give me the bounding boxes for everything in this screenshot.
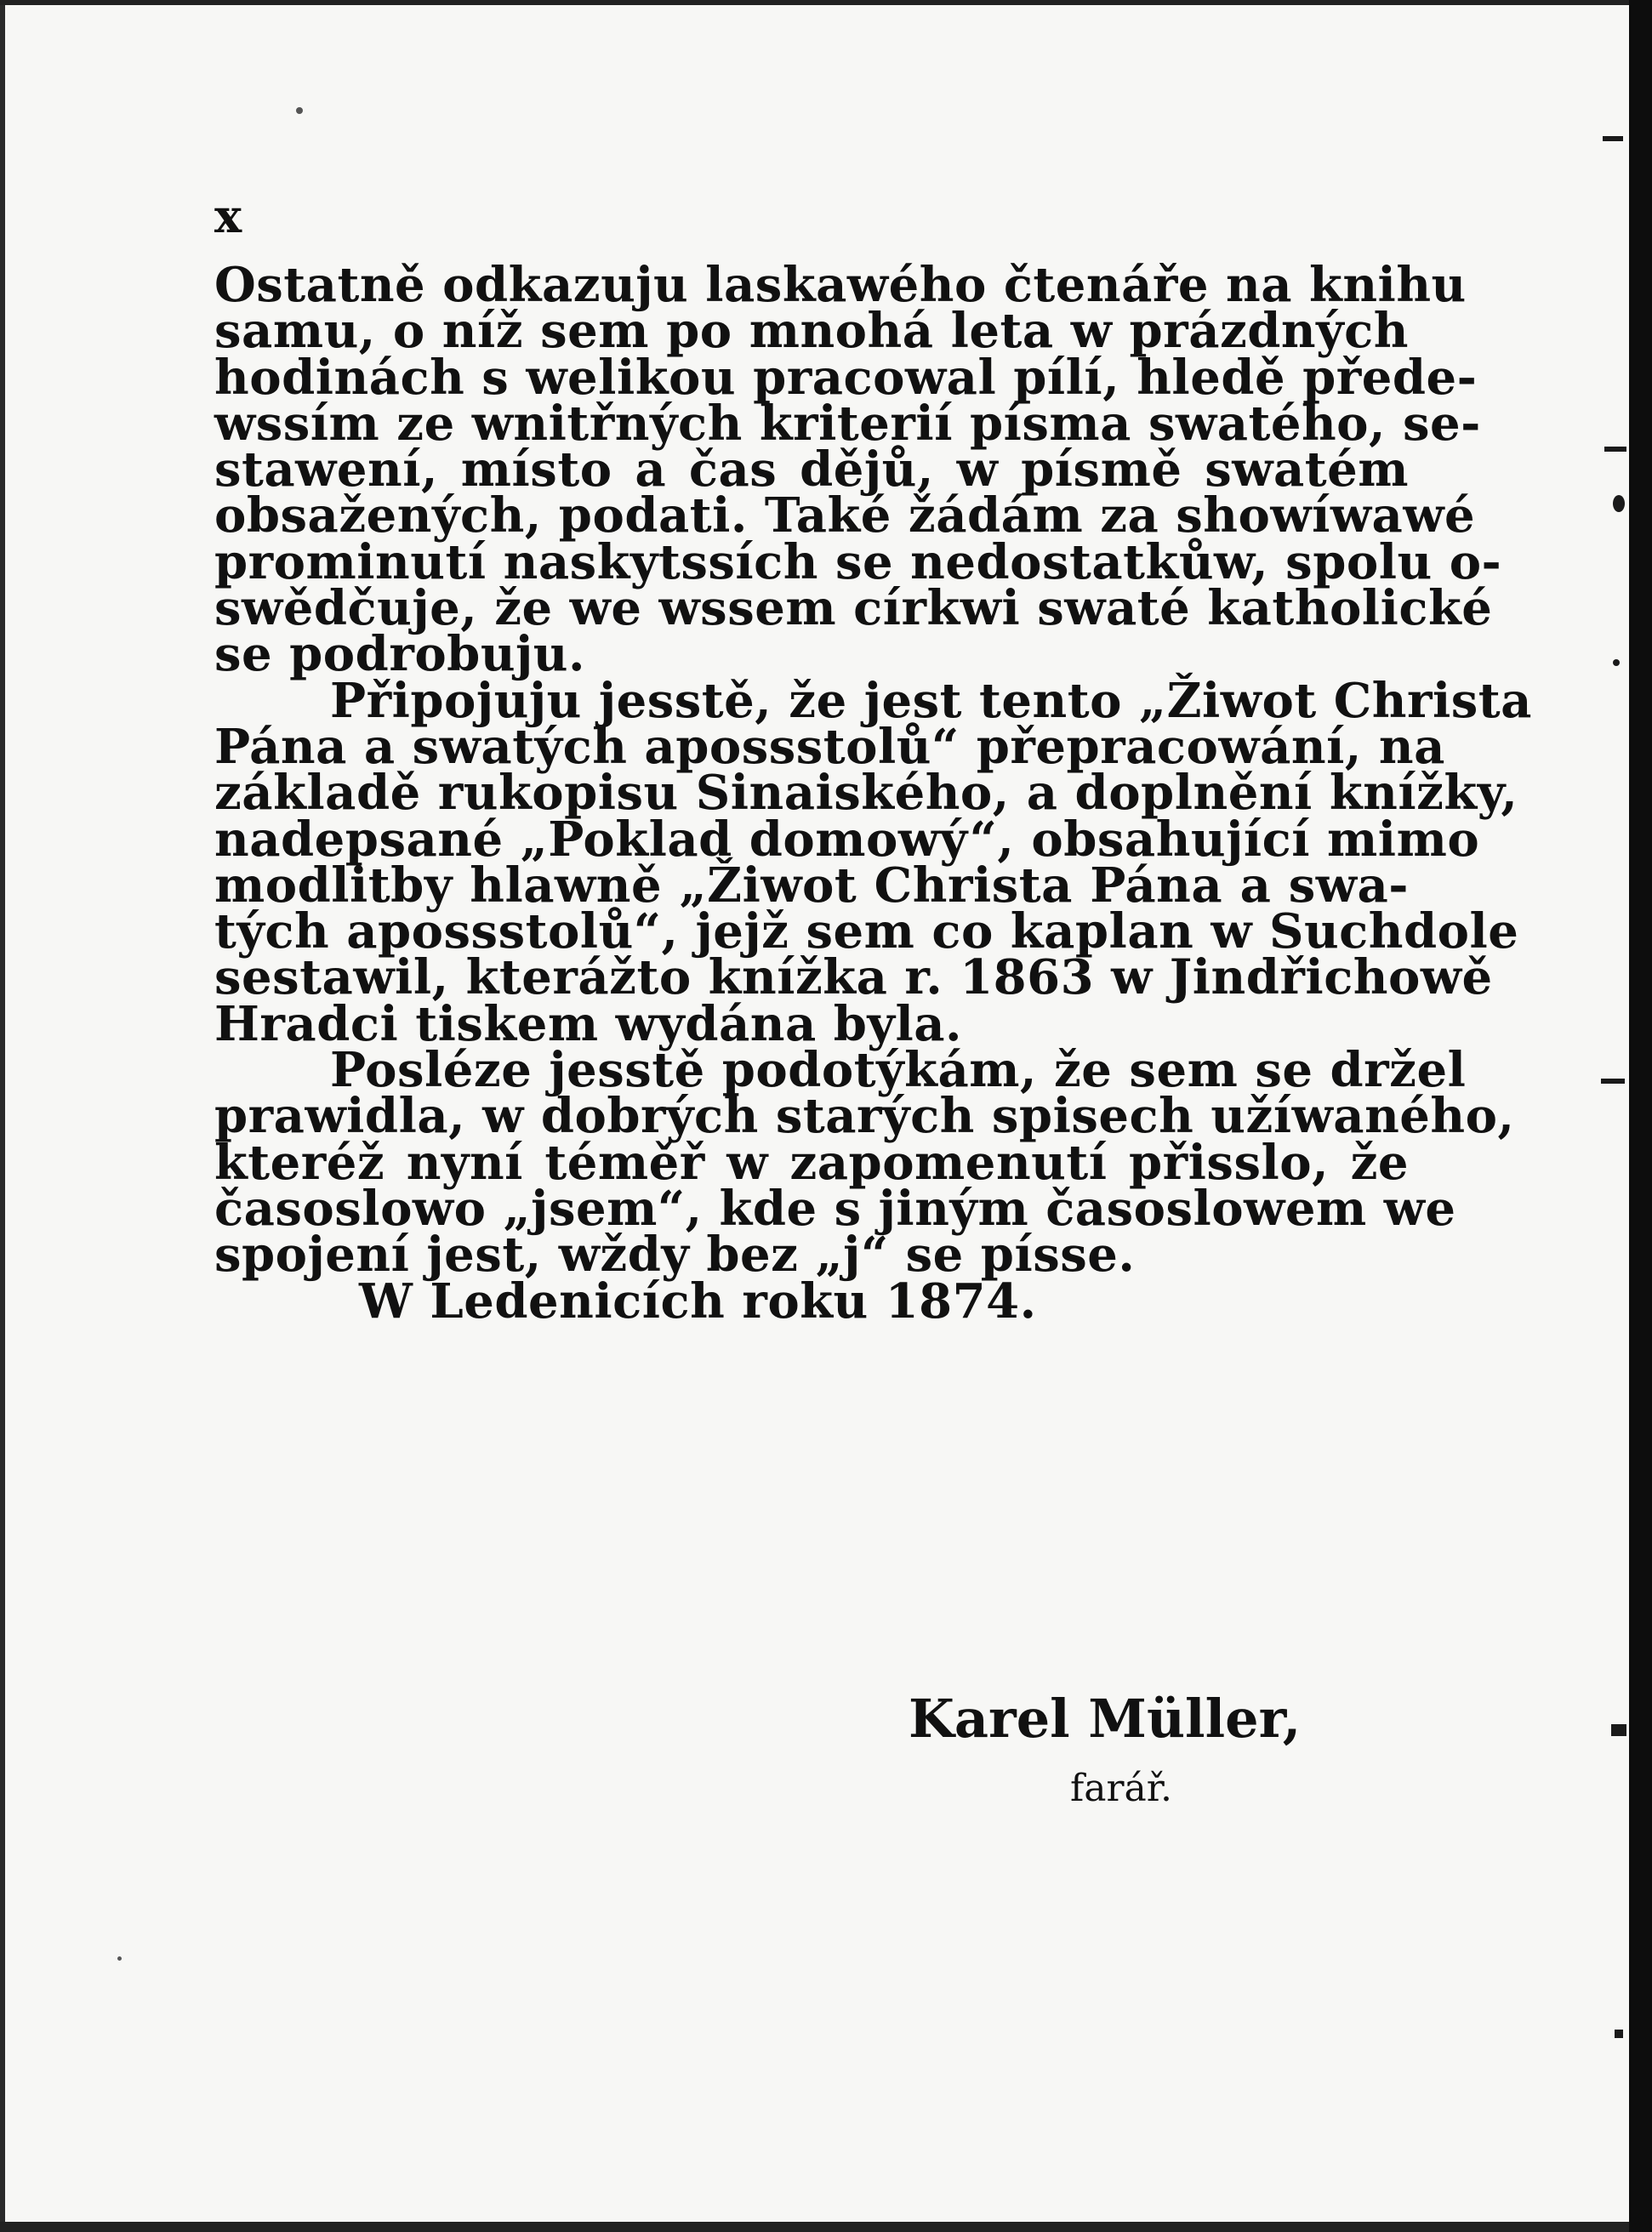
- margin-mark: [1604, 447, 1626, 452]
- text-line: spojení jest, wždy bez „j“ se písse.: [214, 1227, 1136, 1284]
- margin-mark: [1603, 136, 1623, 141]
- text-line: se podrobuju.: [214, 626, 586, 683]
- paragraph: [214, 1042, 1515, 1284]
- text-line: základě rukopisu Sinaiského, a doplnění knížky,: [214, 765, 1518, 822]
- text-line: Ostatně odkazuju laskawého čtenáře na knihu: [214, 257, 1467, 313]
- scan-left-edge: [0, 0, 5, 2232]
- speck: [117, 1956, 122, 1961]
- text-line: modlitby hlawně „Žiwot Christa Pána a swa-: [214, 857, 1409, 914]
- text-line: swědčuje, že we wssem církwi swaté katholické: [214, 580, 1493, 637]
- margin-mark: [1601, 1079, 1625, 1084]
- signature-title: farář.: [1070, 1767, 1172, 1810]
- text-line: wssím ze wnitřných kriterií písma swatého, se-: [214, 395, 1481, 452]
- paragraph: [214, 257, 1502, 683]
- paragraph: [214, 672, 1532, 1052]
- text-line: nadepsané „Poklad domowý“, obsahující mimo: [214, 811, 1480, 868]
- text-line: tých apossstolů“, jejž sem co kaplan w Suchdole: [214, 903, 1519, 960]
- text-line: prominutí naskytssích se nedostatkůw, spolu o-: [214, 533, 1502, 590]
- signature-name: Karel Müller,: [909, 1688, 1302, 1750]
- margin-mark: [1613, 659, 1620, 666]
- margin-mark: [1613, 495, 1625, 512]
- text-line: kteréž nyní téměř w zapomenutí přisslo, že: [214, 1134, 1409, 1191]
- text-line: Připojuju jesstě, že jest tento „Žiwot Christa: [330, 672, 1532, 729]
- text-line: hodinách s welikou pracowal pílí, hledě přede-: [214, 349, 1478, 406]
- scan-right-edge: [1629, 0, 1652, 2232]
- scan-bottom-edge: [0, 2222, 1652, 2232]
- text-line: Hradci tiskem wydána byla.: [214, 995, 963, 1052]
- text-line: obsažených, podati. Také žádám za showíwawé: [214, 487, 1476, 544]
- text-line: Posléze jesstě podotýkám, že sem se držel: [330, 1042, 1467, 1099]
- dateline: W Ledenicích roku 1874.: [359, 1273, 1037, 1330]
- page-body: [214, 257, 1532, 1330]
- text-line: prawidla, w dobrých starých spisech užíwaného,: [214, 1088, 1515, 1145]
- speck: [296, 107, 303, 114]
- text-line: časoslowo „jsem“, kde s jiným časoslowem we: [214, 1180, 1456, 1237]
- margin-mark: [1611, 1724, 1626, 1736]
- text-line: Pána a swatých apossstolů“ přepracowání, na: [214, 718, 1445, 775]
- text-line: samu, o níž sem po mnohá leta w prázdných: [214, 303, 1409, 360]
- margin-mark: [1615, 2030, 1623, 2038]
- page-number: x: [214, 189, 242, 243]
- scan-top-edge: [0, 0, 1652, 5]
- text-line: stawení, místo a čas dějů, w písmě swatém: [214, 441, 1409, 498]
- text-line: sestawil, kterážto knížka r. 1863 w Jindřichowě: [214, 949, 1493, 1006]
